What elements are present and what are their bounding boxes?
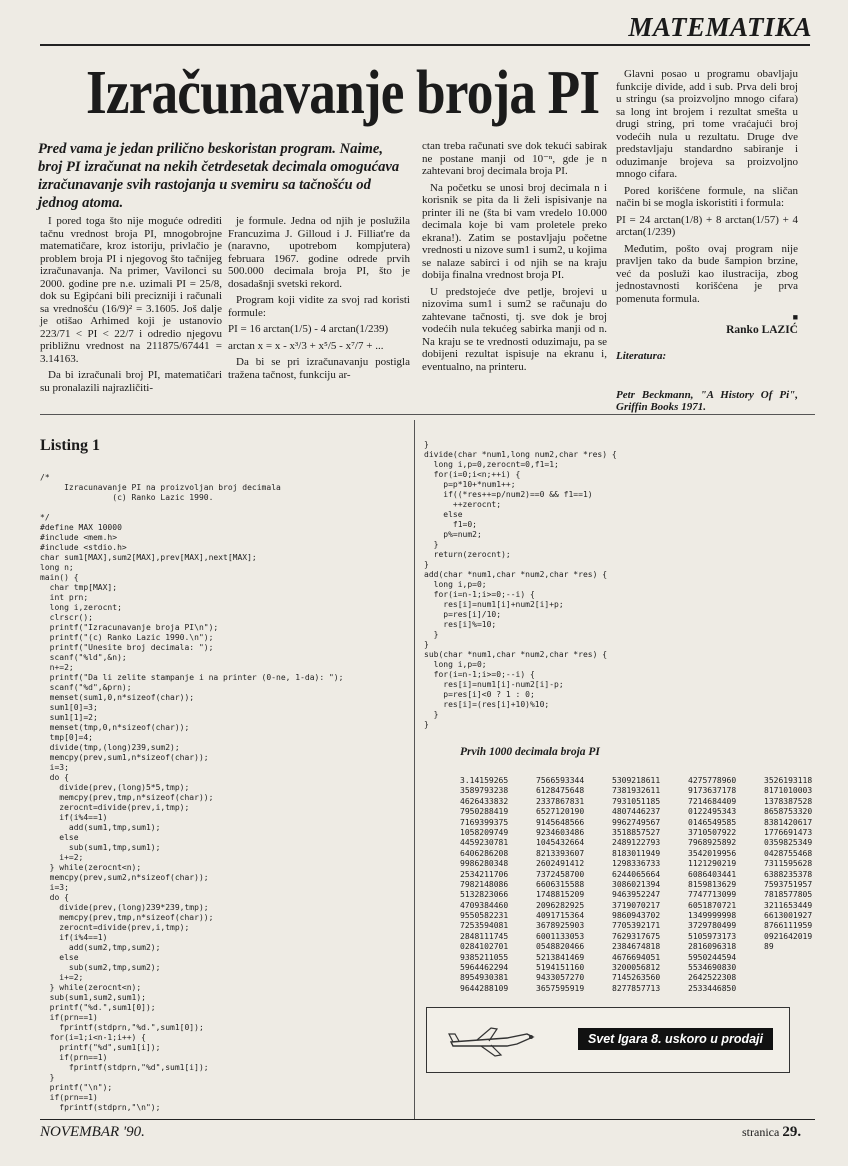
decimal-group: 7747713099 xyxy=(688,890,737,900)
decimal-group: 0359825349 xyxy=(764,838,813,848)
formula: PI = 16 arctan(1/5) - 4 arctan(1/239) xyxy=(228,323,389,335)
article-lead: Pred vama je jedan prilično beskoristan program. Naime, broj PI izračunat na nekih četrdesetak decimala omogućava izračunavanje svih rastojanja u svemiru sa tačnošću od jednog atoma. xyxy=(38,141,400,211)
decimal-group: 3678925903 xyxy=(536,921,585,931)
decimal-group: 1378387528 xyxy=(764,796,813,806)
decimal-group: 6086403441 xyxy=(688,869,737,879)
decimal-group: 5534690830 xyxy=(688,963,737,973)
formula: arctan x = x - x³/3 + x⁵/5 - x⁷/7 + ... xyxy=(228,339,384,352)
decimal-group: 2533446850 xyxy=(688,983,737,993)
decimal-group: 5950244594 xyxy=(688,952,737,962)
page-number: stranica 29. xyxy=(742,1124,802,1140)
code-listing-functions: } divide(char *num1,long num2,char *res) { long i,p=0,zerocnt=0,f1=1; for(i=0;i<n;++i) { p=p*10+*num1++; if((*res++=p/num2)==0 && f1==1) ++zerocnt; else f1=0; p%=num2; } return(zerocnt); } add(char *num1,char *num2,char *res) { long i,p=0; for(i=n-1;i>=0;--i) { res[i]=num1[i]+num2[i]+p; p=res[i]/10; res[i]%=10; } } sub(char *num1,char *num2,char *res) { long i,p=0; for(i=n-1;i>=0;--i) { res[i]=num1[i]-num2[i]-p; p=res[i]<0 ? 1 : 0; res[i]=(res[i]+10)%10; } } xyxy=(424,440,617,729)
paragraph: I pored toga što nije moguće odrediti tačnu vrednost broja PI, mnogobrojne matematičare, kroz istoriju, privlačio je problem broja PI i njegovog što tačnijeg izračunavanja. Na primer, Vavilonci su 2000. godine pre n.e. uzimali PI = 25/8, dok su Egipćani bili precizniji i računali sa vrednošću (16/9)² = 3.1605. Još dalje je otišao Arhimed koji je ustanovio 223/71 < PI < 22/7 i odredio njegovu približnu vrednost na 211875/67441 = 3.14163. xyxy=(40,215,222,365)
decimal-group: 0122495343 xyxy=(688,807,737,817)
decimal-group: 3542019956 xyxy=(688,848,737,858)
decimal-group: 9173637178 xyxy=(688,786,737,796)
article-title: Izračunavanje broja PI xyxy=(86,59,600,127)
decimal-group: 2384674818 xyxy=(612,942,661,952)
decimal-group: 1058209749 xyxy=(460,827,509,837)
text-column-2 xyxy=(228,215,410,385)
text-column-1 xyxy=(40,215,222,398)
decimal-group: 0548820466 xyxy=(536,942,585,952)
decimal-group: 2096282925 xyxy=(536,900,585,910)
decimal-group: 7566593344 xyxy=(536,776,585,785)
decimal-group: 7253594081 xyxy=(460,921,509,931)
decimal-group: 9962749567 xyxy=(612,817,661,827)
code-listing-main: /* Izracunavanje PI na proizvoljan broj decimala (c) Ranko Lazic 1990. */ #define MAX 10000 #include <mem.h> #include <stdio.h> char sum1[MAX],sum2[MAX],prev[MAX],next[MAX]; long n; main() { char tmp[MAX]; int prn; long i,zerocnt; clrscr(); printf("Izracunavanje broja PI\n"); printf("(c) Ranko Lazic 1990.\n"); printf("Unesite broj decimala: "); scanf("%ld",&n); n+=2; printf("Da li zelite stampanje i na printer (0-ne, 1-da): "); scanf("%d",&prn); memset(sum1,0,n*sizeof(char)); sum1[0]=3; sum1[1]=2; memset(tmp,0,n*sizeof(char)); tmp[0]=4; divide(tmp,(long)239,sum2); memcpy(prev,sum1,n*sizeof(char)); i=3; do { divide(prev,(long)5*5,tmp); memcpy(prev,tmp,n*sizeof(char)); zerocnt=divide(prev,i,tmp); if(i%4==1) add(sum1,tmp,sum1); else sub(sum1,tmp,sum1); i+=2; } while(zerocnt<n); memcpy(prev,sum2,n*sizeof(char)); i=3; do { divide(prev,(long)239*239,tmp); memcpy(prev,tmp,n*sizeof(char)); zerocnt=divide(prev,i,tmp); if(i%4==1) add(sum2,tmp,sum2); else sub(sum2,tmp,sum2); i+=2; } while(zerocnt<n); sub(sum1,sum2,sum1); printf("%d.",sum1[0]); if(prn==1) fprintf(stdprn,"%d.",sum1[0]); for(i=1;i<n-1;i++) { printf("%d",sum1[i]); if(prn==1) fprintf(stdprn,"%d",sum1[i]); } printf("\n"); if(prn==1) fprintf(stdprn,"\n"); xyxy=(40,473,344,1112)
decimal-group: 7214684409 xyxy=(688,796,737,806)
decimal-group: 1748815209 xyxy=(536,890,585,900)
decimal-group: 7705392171 xyxy=(612,921,661,931)
decimal-group: 0146549585 xyxy=(688,817,737,827)
decimal-group: 9986280348 xyxy=(460,859,509,869)
decimal-group: 7169399375 xyxy=(460,817,509,827)
decimal-group: 3710507922 xyxy=(688,827,737,837)
decimal-group: 4626433832 xyxy=(460,796,509,806)
decimal-group: 3526193118 xyxy=(764,776,813,785)
decimal-group xyxy=(764,984,832,994)
decimal-group: 7950288419 xyxy=(460,807,509,817)
airplane-icon xyxy=(447,1024,537,1058)
decimal-group: 2534211706 xyxy=(460,869,509,879)
decimal-group: 6606315588 xyxy=(536,879,585,889)
decimal-group: 1349999998 xyxy=(688,911,737,921)
paragraph: ctan treba računati sve dok tekući sabirak ne postane manji od 10⁻ⁿ, gde je n zahtevani broj decimala broja PI. xyxy=(422,140,607,177)
paragraph: Da bi izračunali broj PI, matematičari su pronalazili najrazličiti- xyxy=(40,369,222,394)
decimal-group: 5213841469 xyxy=(536,952,585,962)
decimal-group: 3719070217 xyxy=(612,900,661,910)
literature-reference: Petr Beckmann, "A History Of Pi", Griffin Books 1971. xyxy=(616,388,798,413)
decimal-group: 9433057270 xyxy=(536,973,585,983)
decimal-group: 8213393607 xyxy=(536,848,585,858)
decimal-group: 9145648566 xyxy=(536,817,585,827)
decimal-group: 5964462294 xyxy=(460,963,509,973)
decimal-group: 9234603486 xyxy=(536,827,585,837)
decimal-group: 0921642019 xyxy=(764,931,813,941)
decimal-group: 8766111959 xyxy=(764,921,813,931)
decimal-group: 89 xyxy=(764,942,774,952)
decimal-group: 3589793238 xyxy=(460,786,509,796)
decimal-group: 2337867831 xyxy=(536,796,585,806)
decimal-group: 4459230781 xyxy=(460,838,509,848)
decimal-group: 4676694051 xyxy=(612,952,661,962)
decimal-group: 7982148086 xyxy=(460,879,509,889)
decimal-group: 3729780499 xyxy=(688,921,737,931)
paragraph: je formule. Jedna od njih je poslužila Francuzima J. Gilloud i J. Filliat're da (naravno, upotrebom kompjutera) februara 1967. godine odrede prvih 500.000 decimala broja PI, što je dosadašnji svetski rekord. xyxy=(228,215,410,290)
decimal-group: 5105973173 xyxy=(688,931,737,941)
promo-text: Svet Igara 8. uskoro u prodaji xyxy=(578,1028,773,1050)
text-column-3 xyxy=(422,140,607,377)
decimal-group: 1121290219 xyxy=(688,859,737,869)
decimal-group: 7968925892 xyxy=(688,838,737,848)
decimal-group: 8277857713 xyxy=(612,983,661,993)
decimal-group: 8159813629 xyxy=(688,879,737,889)
decimal-group: 7931051185 xyxy=(612,796,661,806)
decimal-group: 7629317675 xyxy=(612,931,661,941)
decimal-group: 7381932611 xyxy=(612,786,661,796)
decimal-group: 0284102701 xyxy=(460,942,509,952)
decimal-group: 1298336733 xyxy=(612,859,661,869)
decimal-group: 9463952247 xyxy=(612,890,661,900)
header-rule xyxy=(40,44,810,46)
paragraph: Pored korišćene formule, na sličan način bi se mogla iskoristiti i formula: xyxy=(616,184,798,209)
decimal-group: 6051870721 xyxy=(688,900,737,910)
decimal-group: 2642522308 xyxy=(688,973,737,983)
paragraph: U predstojeće dve petlje, brojevi u nizovima sum1 i sum2 se računaju do zahtevane tačnosti, tj. sve dok je broj vodećih nula tekućeg sabirka manji od n. Na kraju se te vrednosti oduzimaju, pa se dobijeni rezultat ispisuje na ekranu i, eventualno, na printeru. xyxy=(422,285,607,373)
decimal-group: 9385211055 xyxy=(460,952,509,962)
decimal-group: 3.14159265 xyxy=(460,776,509,785)
decimal-group: 4709384460 xyxy=(460,900,509,910)
decimal-group: 5132823066 xyxy=(460,890,509,900)
issue-date: NOVEMBAR '90. xyxy=(40,1124,145,1140)
decimal-group: 4807446237 xyxy=(612,807,661,817)
decimal-group: 0428755468 xyxy=(764,848,813,858)
decimal-group: 8658753320 xyxy=(764,807,813,817)
decimal-group xyxy=(764,963,832,973)
paragraph: Glavni posao u programu obavljaju funkcije divide, add i sub. Prva deli broj u stringu (sa proizvoljno mnogo cifara) sa long int brojem i rezultat smešta u drugi string, pri tome vraćajući broj vodećih nula u rezultatu. Druge dve predstavljaju standardno sabiranje i oduzimanje brojeva sa proizvoljno mnogo cifara. xyxy=(616,68,798,180)
decimals-column xyxy=(764,776,832,994)
section-divider xyxy=(40,414,815,415)
promo-box xyxy=(426,1007,790,1073)
decimals-column xyxy=(612,776,680,994)
decimals-table xyxy=(460,776,832,994)
decimal-group: 5194151160 xyxy=(536,963,585,973)
decimal-group xyxy=(764,953,832,963)
decimals-column xyxy=(460,776,528,994)
formula: PI = 24 arctan(1/8) + 8 arctan(1/57) + 4 arctan(1/239) xyxy=(616,213,798,238)
paragraph: Da bi se pri izračunavanju postigla tražena tačnost, funkciju ar- xyxy=(228,356,410,381)
decimal-group: 6613001927 xyxy=(764,911,813,921)
decimal-group: 9860943702 xyxy=(612,911,661,921)
decimal-group: 6001133053 xyxy=(536,931,585,941)
section-header: MATEMATIKA xyxy=(628,12,812,42)
decimal-group: 2816096318 xyxy=(688,942,737,952)
decimal-group: 3200056812 xyxy=(612,963,661,973)
decimal-group: 4275778960 xyxy=(688,776,737,785)
decimal-group: 6244065664 xyxy=(612,869,661,879)
paragraph: Međutim, pošto ovaj program nije pravljen tako da bude šampion brzine, već da posluži kao ilustracija, zbog jednostavnosti korišćena je prva pomenuta formula. xyxy=(616,242,798,305)
decimal-group: 2848111745 xyxy=(460,931,509,941)
decimal-group: 6388235378 xyxy=(764,869,813,879)
decimal-group: 7311595628 xyxy=(764,859,813,869)
decimals-column xyxy=(688,776,756,994)
decimal-group: 8171010003 xyxy=(764,786,813,796)
decimals-title: Prvih 1000 decimala broja PI xyxy=(460,746,600,758)
decimal-group: 2489122793 xyxy=(612,838,661,848)
decimal-group: 5309218611 xyxy=(612,776,661,785)
decimal-group: 2602491412 xyxy=(536,859,585,869)
decimal-group: 6527120190 xyxy=(536,807,585,817)
decimal-group: 7372458700 xyxy=(536,869,585,879)
decimal-group: 8183011949 xyxy=(612,848,661,858)
paragraph: Na početku se unosi broj decimala n i korisnik se pita da li želi ispisivanje na printer ili ne (šta bi vam vredelo 10.000 decimala koje bi vam proletele preko ekrana!). Zatim se postavljaju početne vrednosti u nizove sum1 i sum2, u kojima se nalaze sabirci i od njih se na kraju dobija finalna vrednost broja PI. xyxy=(422,181,607,281)
decimal-group: 6128475648 xyxy=(536,786,585,796)
decimal-group xyxy=(764,973,832,983)
author-name: ■ Ranko LAZIĆ xyxy=(726,312,798,336)
decimal-group: 9550582231 xyxy=(460,911,509,921)
decimal-group: 3211653449 xyxy=(764,900,813,910)
literature-label: Literatura: xyxy=(616,350,667,362)
decimal-group: 9644288109 xyxy=(460,983,509,993)
decimal-group: 7145263560 xyxy=(612,973,661,983)
decimal-group: 1045432664 xyxy=(536,838,585,848)
decimals-column xyxy=(536,776,604,994)
decimal-group: 3518857527 xyxy=(612,827,661,837)
decimal-group: 4091715364 xyxy=(536,911,585,921)
column-divider xyxy=(414,420,415,1120)
decimal-group: 3657595919 xyxy=(536,983,585,993)
decimal-group: 3086021394 xyxy=(612,879,661,889)
decimal-group: 8381420617 xyxy=(764,817,813,827)
decimal-group: 7593751957 xyxy=(764,879,813,889)
decimal-group: 8954930381 xyxy=(460,973,509,983)
text-column-4 xyxy=(616,68,798,413)
decimal-group: 7818577805 xyxy=(764,890,813,900)
footer-rule xyxy=(40,1119,815,1120)
paragraph: Program koji vidite za svoj rad koristi formule: xyxy=(228,294,410,319)
decimal-group: 6406286208 xyxy=(460,848,509,858)
listing-title: Listing 1 xyxy=(40,437,101,454)
decimal-group: 1776691473 xyxy=(764,827,813,837)
